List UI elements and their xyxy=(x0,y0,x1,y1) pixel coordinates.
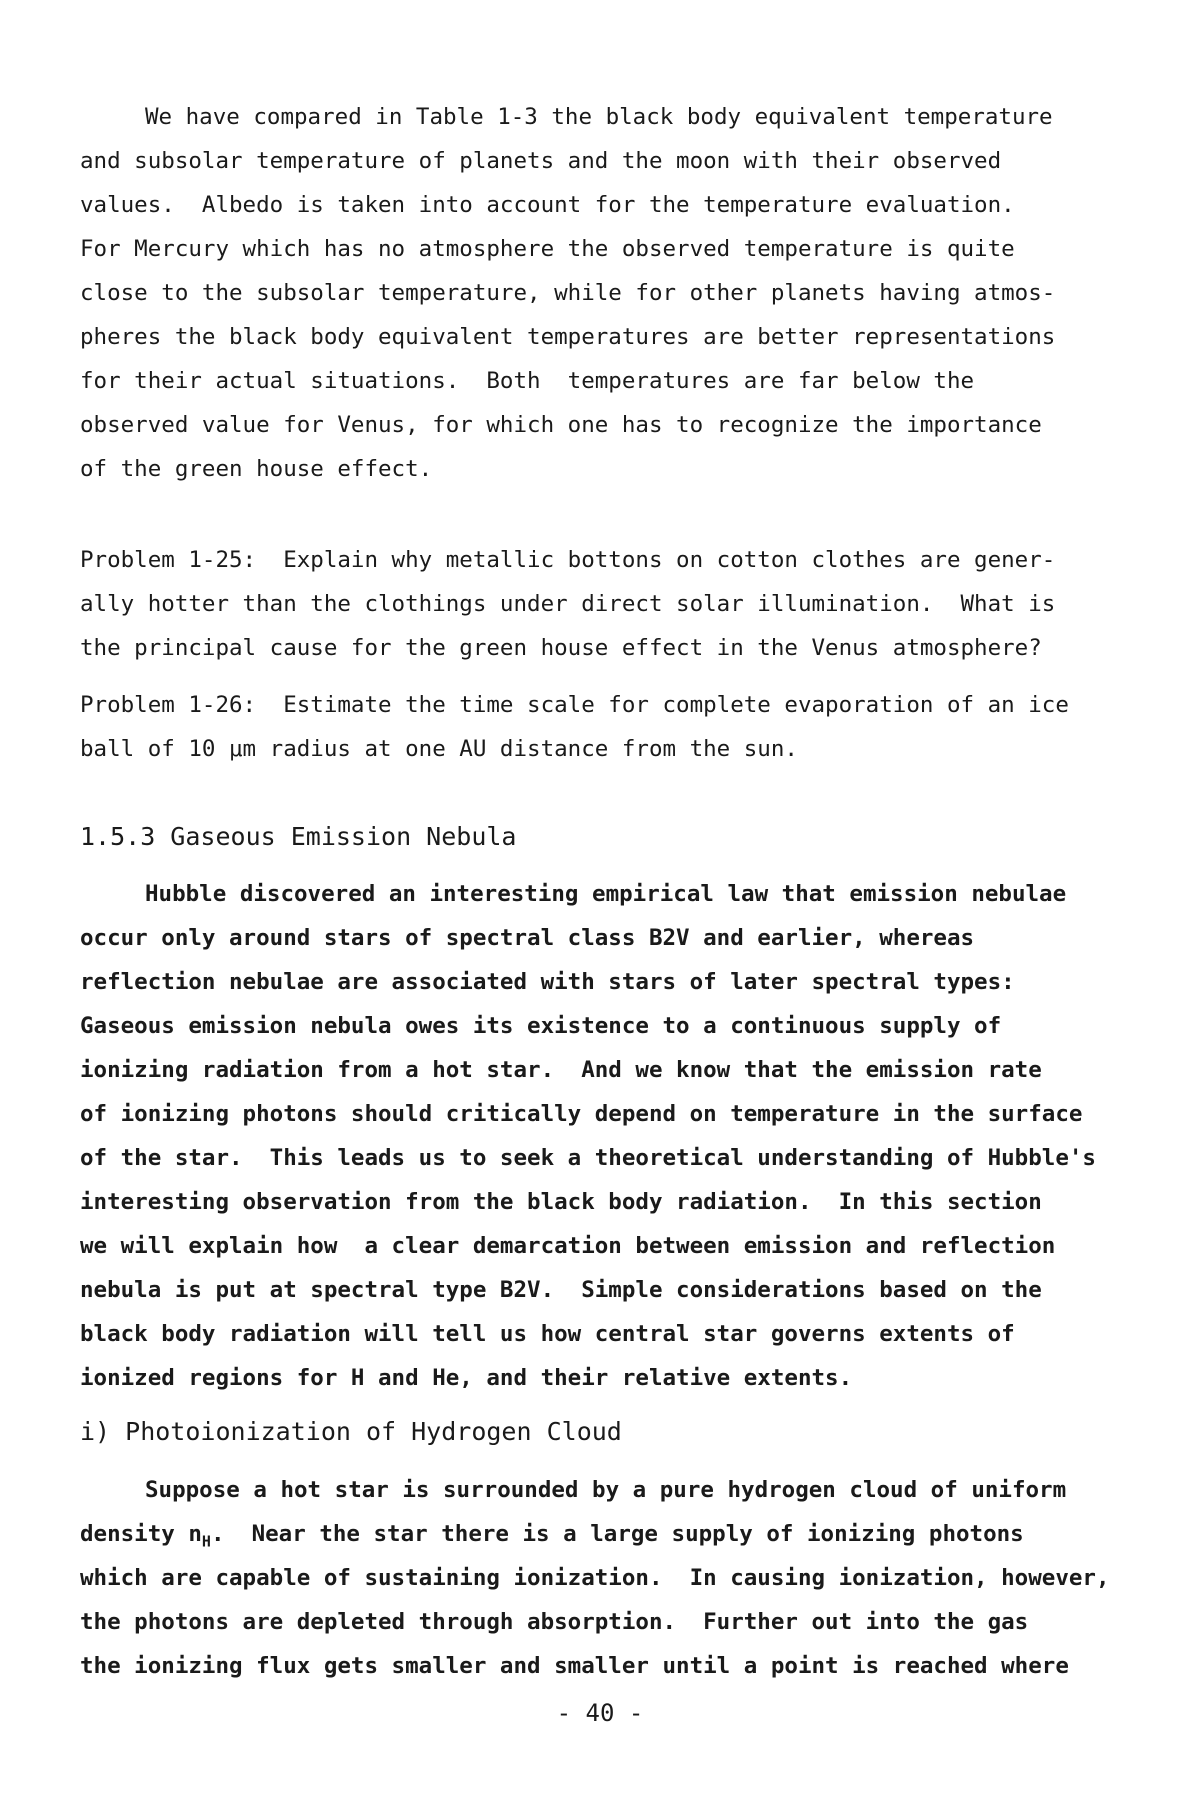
text-line: reflection nebulae are associated with stars of later spectral types: xyxy=(80,969,1015,995)
page-number: - 40 - xyxy=(556,1699,644,1727)
text-line: black body radiation will tell us how central star governs extents of xyxy=(80,1321,1015,1347)
text-line: of the green house effect. xyxy=(80,456,433,482)
text-line: the photons are depleted through absorption. Further out into the gas xyxy=(80,1609,1029,1635)
text-line: Problem 1-26: Estimate the time scale for complete evaporation of an ice xyxy=(80,692,1069,718)
problem-1-25 xyxy=(80,538,1140,670)
text-line: of the star. This leads us to seek a theoretical understanding of Hubble's xyxy=(80,1145,1096,1171)
text-line: Suppose a hot star is surrounded by a pure hydrogen cloud of uniform xyxy=(145,1477,1067,1503)
text-line: interesting observation from the black body radiation. In this section xyxy=(80,1189,1042,1215)
section-heading-container xyxy=(80,815,1140,859)
paragraph-hubble-law xyxy=(80,872,1140,1400)
paragraph-temperature-comparison xyxy=(80,95,1140,491)
text-line: Hubble discovered an interesting empirical law that emission nebulae xyxy=(145,881,1067,907)
text-line: nebula is put at spectral type B2V. Simple considerations based on the xyxy=(80,1277,1042,1303)
text-line: occur only around stars of spectral class B2V and earlier, whereas xyxy=(80,925,975,951)
text-line: values. Albedo is taken into account for the temperature evaluation. xyxy=(80,192,1015,218)
text-line: ionizing radiation from a hot star. And we know that the emission rate xyxy=(80,1057,1042,1083)
text-line: For Mercury which has no atmosphere the observed temperature is quite xyxy=(80,236,1015,262)
subsection-heading: i) Photoionization of Hydrogen Cloud xyxy=(80,1417,622,1446)
text-line: observed value for Venus, for which one has to recognize the importance xyxy=(80,412,1042,438)
text-line: and subsolar temperature of planets and the moon with their observed xyxy=(80,148,1002,174)
text-line: we will explain how a clear demarcation between emission and reflection xyxy=(80,1233,1056,1259)
text-line: the ionizing flux gets smaller and smaller until a point is reached where xyxy=(80,1653,1069,1679)
text-line: pheres the black body equivalent temperatures are better representations xyxy=(80,324,1056,350)
text-line: the principal cause for the green house effect in the Venus atmosphere? xyxy=(80,635,1042,661)
text-line: ally hotter than the clothings under direct solar illumination. What is xyxy=(80,591,1056,617)
text-line: which are capable of sustaining ionization. In causing ionization, however, xyxy=(80,1565,1110,1591)
text-line: close to the subsolar temperature, while for other planets having atmos- xyxy=(80,280,1056,306)
density-subscript: H xyxy=(201,1532,211,1551)
text-line: for their actual situations. Both temperatures are far below the xyxy=(80,368,975,394)
text-line: We have compared in Table 1-3 the black body equivalent temperature xyxy=(145,104,1053,130)
section-heading: 1.5.3 Gaseous Emission Nebula xyxy=(80,822,517,851)
text-line: Gaseous emission nebula owes its existence to a continuous supply of xyxy=(80,1013,1002,1039)
text-line-density xyxy=(80,1512,1140,1556)
text-line: of ionizing photons should critically depend on temperature in the surface xyxy=(80,1101,1083,1127)
paragraph-photoionization xyxy=(80,1468,1140,1688)
subsection-heading-container xyxy=(80,1410,1140,1454)
text-line: ionized regions for H and He, and their relative extents. xyxy=(80,1365,853,1391)
problem-1-26 xyxy=(80,683,1140,771)
density-text: density n xyxy=(80,1521,202,1547)
text-line: Problem 1-25: Explain why metallic bottons on cotton clothes are gener- xyxy=(80,547,1056,573)
text-line: ball of 10 μm radius at one AU distance from the sun. xyxy=(80,736,798,762)
density-text-continued: . Near the star there is a large supply of ionizing photons xyxy=(210,1521,1024,1547)
